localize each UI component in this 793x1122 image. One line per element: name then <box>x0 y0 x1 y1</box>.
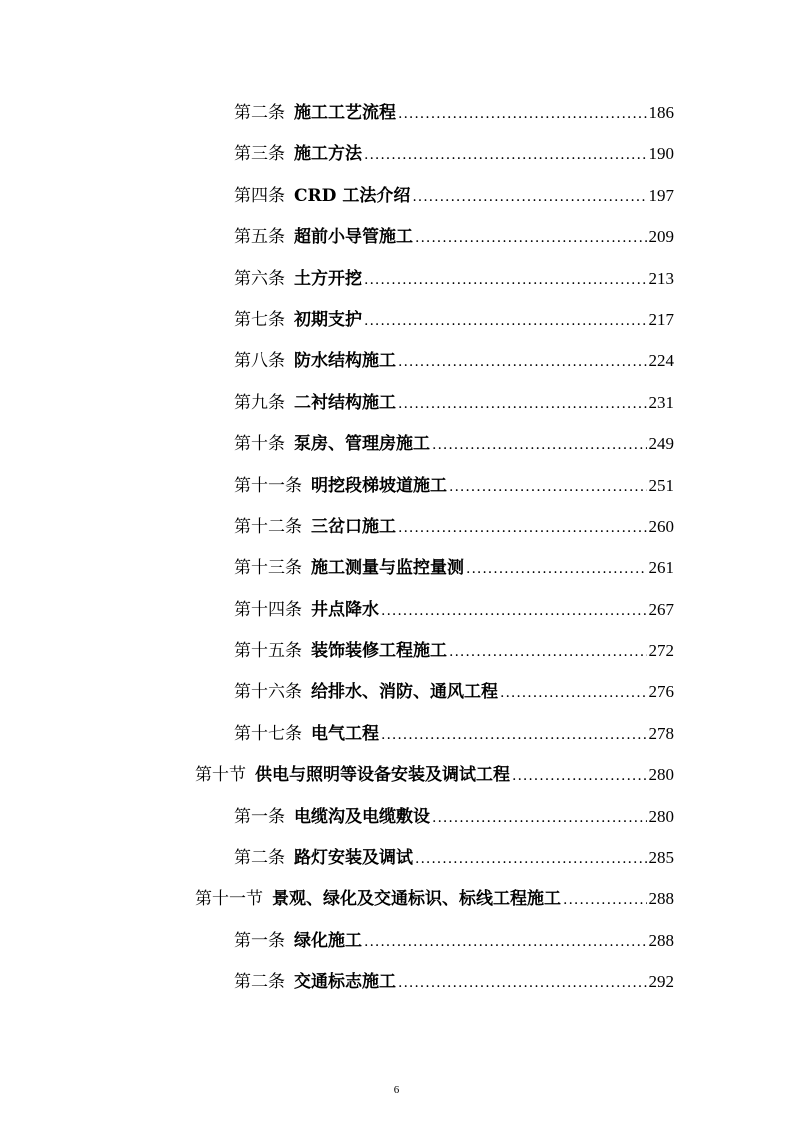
toc-entry-title: 施工测量与监控量测 <box>311 558 464 579</box>
dot-leader <box>398 508 647 549</box>
toc-entry-title: 井点降水 <box>311 599 379 620</box>
toc-entry-number: 第二条 <box>234 103 285 123</box>
toc-entry-title: 泵房、管理房施工 <box>294 434 430 455</box>
toc-entry-number: 第七条 <box>234 309 285 330</box>
toc-entry[interactable] <box>234 258 674 299</box>
toc-entry-title: 防水结构施工 <box>294 351 396 372</box>
toc-entry-page: 251 <box>648 475 674 495</box>
toc-entry[interactable] <box>234 175 674 216</box>
toc-entry-page: 186 <box>648 103 674 122</box>
toc-entry-number: 第十一节 <box>195 889 263 910</box>
dot-leader <box>563 880 647 921</box>
toc-entry[interactable] <box>234 961 674 1002</box>
dot-leader <box>449 632 647 673</box>
toc-entry-page: 272 <box>648 641 674 661</box>
toc-entry-number: 第三条 <box>234 144 285 165</box>
toc-entry-number: 第二条 <box>234 848 285 869</box>
toc-entry[interactable] <box>234 630 674 671</box>
toc-entry-number: 第十三条 <box>234 558 302 579</box>
toc-entry-title: 路灯安装及调试 <box>294 848 413 869</box>
toc-entry[interactable] <box>234 506 674 547</box>
toc-entry-page: 267 <box>648 599 674 619</box>
toc-entry-title: 电气工程 <box>311 723 379 744</box>
toc-entry-number: 第一条 <box>234 930 285 951</box>
toc-entry[interactable] <box>234 671 674 712</box>
dot-leader <box>432 798 647 839</box>
toc-entry-page: 280 <box>648 765 674 785</box>
dot-leader <box>466 549 647 590</box>
toc-entry-number: 第四条 <box>234 185 285 206</box>
toc-entry[interactable] <box>234 837 674 878</box>
toc-entry-page: 261 <box>648 558 674 578</box>
dot-leader <box>432 425 647 466</box>
toc-section-entry[interactable] <box>195 878 674 919</box>
toc-entry[interactable] <box>234 216 674 257</box>
toc-entry-number: 第二条 <box>234 972 285 993</box>
dot-leader <box>364 260 647 301</box>
dot-leader <box>364 301 647 342</box>
dot-leader <box>364 135 647 176</box>
toc-entry-number: 第十六条 <box>234 682 302 703</box>
toc-entry-title: 交通标志施工 <box>294 972 396 993</box>
dot-leader <box>398 342 647 383</box>
toc-entry-number: 第十一条 <box>234 475 302 496</box>
toc-entry-number: 第十二条 <box>234 516 302 537</box>
toc-entry[interactable] <box>234 92 674 133</box>
dot-leader <box>398 94 647 135</box>
toc-entry[interactable] <box>234 920 674 961</box>
toc-entry-page: 288 <box>648 889 674 909</box>
toc-entry-title: 超前小导管施工 <box>294 227 413 248</box>
toc-entry[interactable] <box>234 713 674 754</box>
toc-entry-number: 第十七条 <box>234 723 302 744</box>
toc-entry-title: 二衬结构施工 <box>294 392 396 413</box>
toc-entry-number: 第十条 <box>234 434 285 455</box>
toc-entry-title: 初期支护 <box>294 309 362 330</box>
toc-entry[interactable] <box>234 796 674 837</box>
toc-entry[interactable] <box>234 299 674 340</box>
dot-leader <box>398 963 647 1004</box>
toc-entry-title: 土方开挖 <box>294 268 362 289</box>
toc-entry-title: CRD 工法介绍 <box>294 185 411 206</box>
toc-entry-number: 第十五条 <box>234 641 302 662</box>
toc-entry[interactable] <box>234 465 674 506</box>
toc-entry-title: 绿化施工 <box>294 930 362 951</box>
toc-entry[interactable] <box>234 589 674 630</box>
toc-entry-title: 装饰装修工程施工 <box>311 641 447 662</box>
toc-entry-page: 288 <box>648 930 674 950</box>
toc-entry[interactable] <box>234 382 674 423</box>
toc-entry-title: 施工工艺流程 <box>294 103 396 123</box>
toc-entry-page: 231 <box>648 392 674 412</box>
toc-entry-title: 电缆沟及电缆敷设 <box>294 806 430 827</box>
dot-leader <box>364 922 647 963</box>
toc-entry-page: 260 <box>648 516 674 536</box>
toc-entry-number: 第八条 <box>234 351 285 372</box>
toc-entry-page: 285 <box>648 848 674 868</box>
toc-entry[interactable] <box>234 133 674 174</box>
dot-leader <box>398 384 647 425</box>
toc-entry-page: 292 <box>648 972 674 992</box>
toc-entry-number: 第六条 <box>234 268 285 289</box>
toc-entry-page: 280 <box>648 806 674 826</box>
toc-entry-page: 213 <box>648 268 674 288</box>
toc-entry-number: 第九条 <box>234 392 285 413</box>
toc-entry-number: 第十节 <box>195 765 246 786</box>
toc-entry-title: 明挖段梯坡道施工 <box>311 475 447 496</box>
dot-leader <box>500 673 647 714</box>
toc-entry-title: 供电与照明等设备安装及调试工程 <box>255 765 510 786</box>
toc-entry-number: 第五条 <box>234 227 285 248</box>
toc-entry-page: 190 <box>648 144 674 164</box>
toc-entry-title: 给排水、消防、通风工程 <box>311 682 498 703</box>
toc-entry-number: 第十四条 <box>234 599 302 620</box>
toc-entry-title: 施工方法 <box>294 144 362 165</box>
toc-entry[interactable] <box>234 423 674 464</box>
toc-entry-title: 景观、绿化及交通标识、标线工程施工 <box>272 889 561 910</box>
page-number: 6 <box>393 1084 400 1096</box>
toc-entry-page: 217 <box>648 309 674 329</box>
toc-entry-page: 224 <box>648 351 674 371</box>
toc-entry[interactable] <box>234 340 674 381</box>
dot-leader <box>415 839 647 880</box>
toc-entry-number: 第一条 <box>234 806 285 827</box>
dot-leader <box>412 177 646 218</box>
toc-section-entry[interactable] <box>195 754 674 795</box>
toc-entry-page: 209 <box>648 227 674 247</box>
toc-entry-page: 249 <box>648 434 674 454</box>
dot-leader <box>381 591 647 632</box>
toc-entry-page: 276 <box>648 682 674 702</box>
dot-leader <box>449 467 647 508</box>
table-of-contents <box>0 92 793 1003</box>
dot-leader <box>415 218 647 259</box>
toc-entry-page: 278 <box>648 723 674 743</box>
toc-entry-title: 三岔口施工 <box>311 516 396 537</box>
dot-leader <box>512 756 647 797</box>
dot-leader <box>381 715 647 756</box>
toc-entry-page: 197 <box>648 185 674 205</box>
toc-entry[interactable] <box>234 547 674 588</box>
